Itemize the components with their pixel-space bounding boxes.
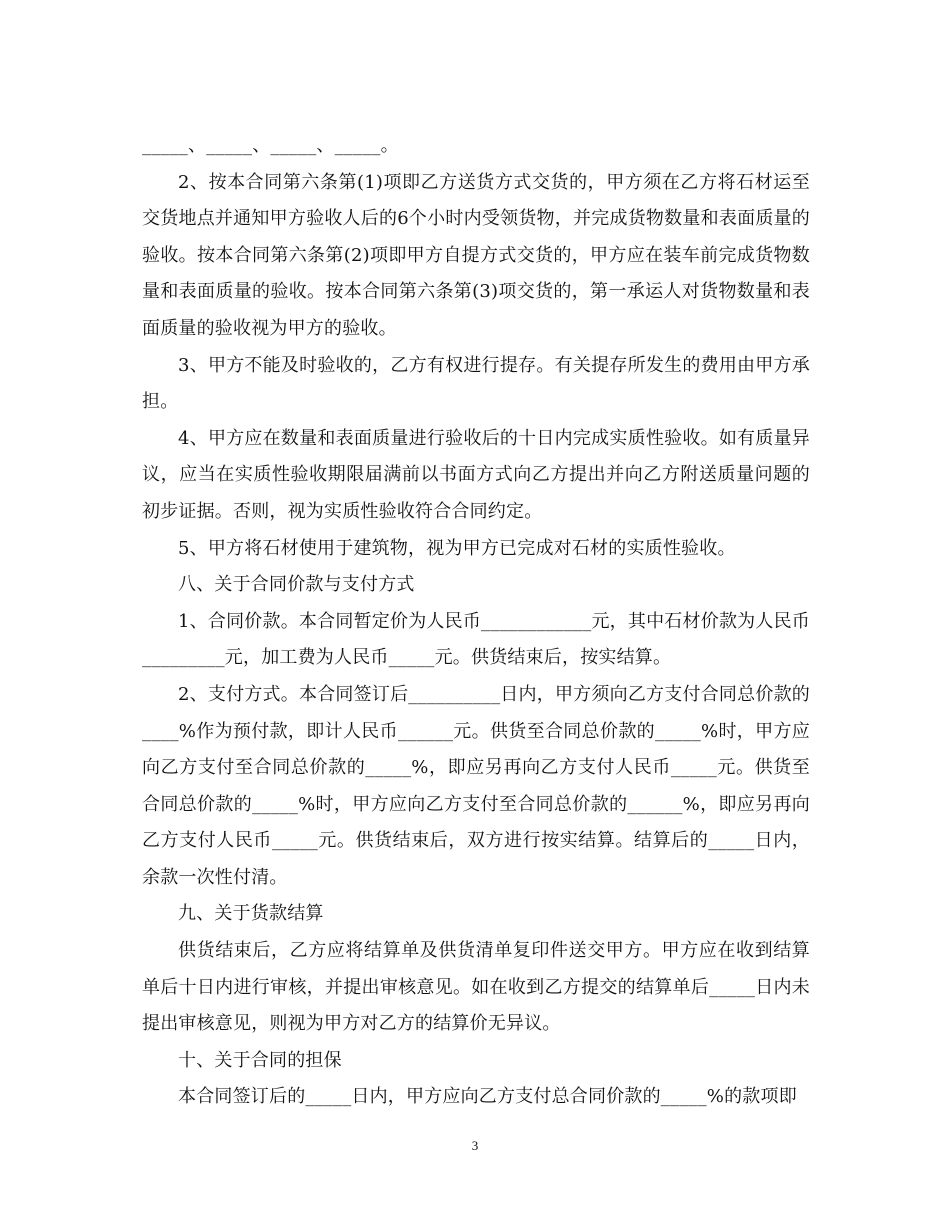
clause-8-2-paragraph: 2、支付方式。本合同签订后__________日内，甲方须向乙方支付合同总价款的____%作为预付款，即计人民币______元。供货至合同总价款的_____%时，甲方应向乙方支付至合同总价款的_____%，即应另再向乙方支付人民币_____元。供货至合同总价款的_____%时，甲方应向乙方支付至合同总价款的______%，即应另再向乙方支付人民币_____元。供货结束后，双方进行按实结算。结算后的_____日内，余款一次性付清。 bbox=[142, 683, 810, 888]
section-8-heading: 八、关于合同价款与支付方式 bbox=[178, 574, 415, 596]
clause-7-5-paragraph: 5、甲方将石材使用于建筑物，视为甲方已完成对石材的实质性验收。 bbox=[178, 537, 736, 559]
page-number: 3 bbox=[471, 1138, 479, 1153]
clause-7-2-paragraph: 2、按本合同第六条第(1)项即乙方送货方式交货的，甲方须在乙方将石材运至交货地点并通知甲方验收人后的6个小时内受领货物，并完成货物数量和表面质量的验收。按本合同第六条第(2)项即甲方自提方式交货的，甲方应在装车前完成货物数量和表面质量的验收。按本合同第六条第(3)项交货的，第一承运人对货物数量和表面质量的验收视为甲方的验收。 bbox=[142, 171, 810, 339]
clause-8-1-paragraph: 1、合同价款。本合同暂定价为人民币____________元，其中石材价款为人民币_________元，加工费为人民币_____元。供货结束后，按实结算。 bbox=[142, 610, 810, 669]
clause-7-3-paragraph: 3、甲方不能及时验收的，乙方有权进行提存。有关提存所发生的费用由甲方承担。 bbox=[142, 354, 810, 413]
blank-list-line: _____、_____、_____、_____。 bbox=[142, 135, 399, 156]
section-10-heading: 十、关于合同的担保 bbox=[178, 1049, 342, 1071]
section-9-heading: 九、关于货款结算 bbox=[178, 903, 324, 925]
clause-7-4-paragraph: 4、甲方应在数量和表面质量进行验收后的十日内完成实质性验收。如有质量异议，应当在实质性验收期限届满前以书面方式向乙方提出并向乙方附送质量问题的初步证据。否则，视为实质性验收符合合同约定。 bbox=[142, 427, 810, 522]
section-9-paragraph: 供货结束后，乙方应将结算单及供货清单复印件送交甲方。甲方应在收到结算单后十日内进行审核，并提出审核意见。如在收到乙方提交的结算单后_____日内未提出审核意见，则视为甲方对乙方的结算价无异议。 bbox=[142, 940, 810, 1035]
document-body bbox=[142, 128, 810, 1116]
section-10-paragraph: 本合同签订后的_____日内，甲方应向乙方支付总合同价款的_____%的款项即 bbox=[178, 1086, 797, 1108]
